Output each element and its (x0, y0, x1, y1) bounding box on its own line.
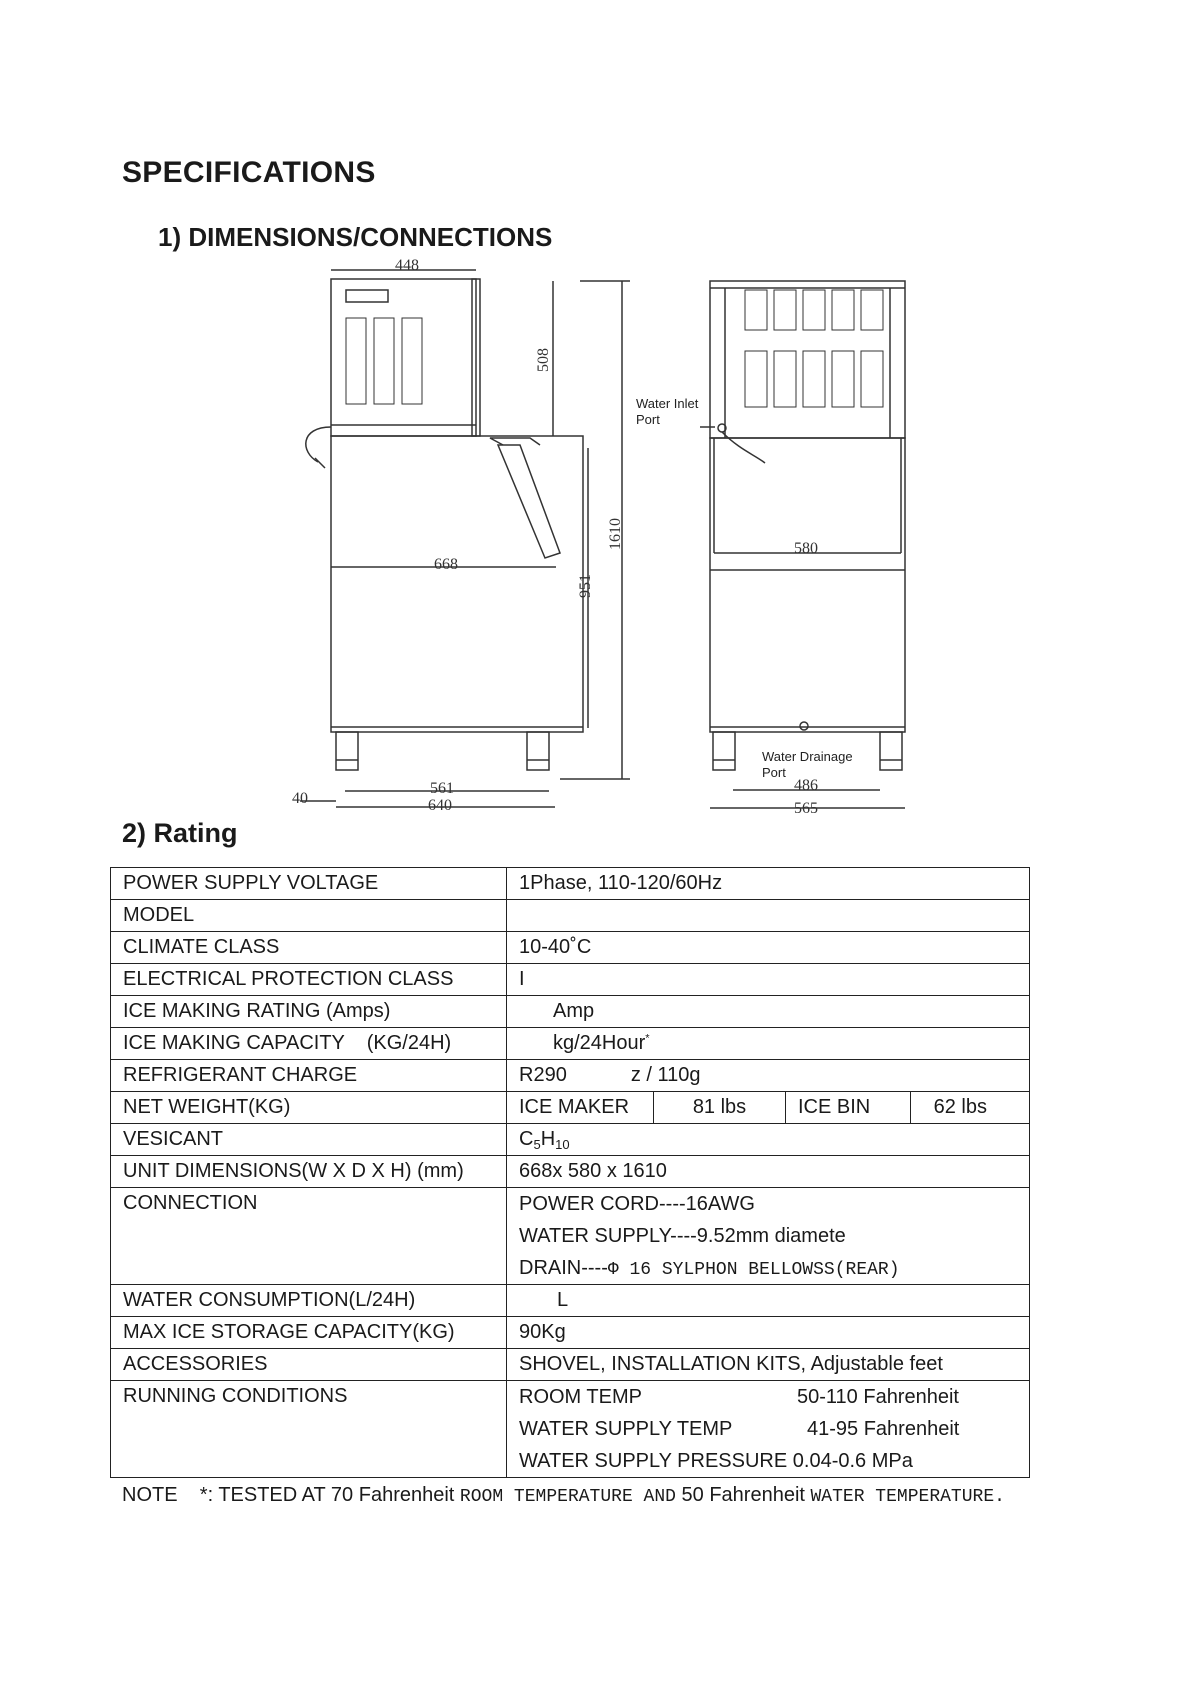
connection-water: WATER SUPPLY----9.52mm diamete (519, 1225, 846, 1247)
note (122, 1484, 1005, 1507)
dim-508: 508 (535, 348, 552, 372)
pressure-line: WATER SUPPLY PRESSURE 0.04-0.6 MPa (519, 1450, 913, 1472)
row-label: WATER CONSUMPTION(L/24H) (111, 1285, 507, 1317)
dim-561: 561 (430, 780, 454, 797)
row-label: POWER SUPPLY VOLTAGE (111, 868, 507, 900)
table-row (111, 868, 1030, 900)
dim-580: 580 (794, 540, 818, 557)
drain-prefix: DRAIN---- (519, 1257, 608, 1279)
table-row (111, 1028, 1030, 1060)
table-row (111, 964, 1030, 996)
refrigerant-gas: R290 (519, 1064, 567, 1086)
table-row (111, 1156, 1030, 1188)
row-value: I (507, 964, 1030, 996)
row-value (507, 1060, 1030, 1092)
dim-40: 40 (292, 790, 308, 807)
row-label: ICE MAKING RATING (Amps) (111, 996, 507, 1028)
row-value (507, 1188, 1030, 1285)
row-label: UNIT DIMENSIONS(W X D X H) (mm) (111, 1156, 507, 1188)
formula-c-sub: 5 (533, 1136, 541, 1152)
table-row (111, 1285, 1030, 1317)
note-room: ROOM TEMPERATURE AND (459, 1487, 676, 1507)
amp-unit: Amp (553, 1000, 595, 1022)
table-row (111, 1188, 1030, 1285)
row-value (507, 996, 1030, 1028)
table-row (111, 900, 1030, 932)
row-label: NET WEIGHT(KG) (111, 1092, 507, 1124)
note-water: WATER TEMPERATURE. (810, 1487, 1005, 1507)
row-value: 90Kg (507, 1317, 1030, 1349)
row-label: CONNECTION (111, 1188, 507, 1285)
row-label: REFRIGERANT CHARGE (111, 1060, 507, 1092)
drain-spec: Φ 16 SYLPHON BELLOWSS(REAR) (607, 1260, 900, 1280)
dim-640: 640 (428, 797, 452, 814)
dim-448: 448 (395, 257, 419, 274)
dim-565: 565 (794, 800, 818, 817)
table-row (111, 1060, 1030, 1092)
row-value (507, 900, 1030, 932)
row-value: 668x 580 x 1610 (507, 1156, 1030, 1188)
row-value (507, 1028, 1030, 1060)
water-temp-value: 41-95 Fahrenheit (807, 1418, 960, 1440)
dim-486: 486 (794, 777, 818, 794)
table-row (111, 932, 1030, 964)
row-label: MAX ICE STORAGE CAPACITY(KG) (111, 1317, 507, 1349)
water-inlet-label: Water Inlet (636, 396, 699, 411)
ice-bin-weight: 62 lbs (933, 1096, 987, 1118)
room-temp-line (519, 1381, 1017, 1413)
formula-c: C (519, 1127, 534, 1150)
room-temp-value: 50-110 Fahrenheit (797, 1386, 959, 1408)
row-value: 1Phase, 110-120/60Hz (507, 868, 1030, 900)
water-unit: L (557, 1289, 569, 1311)
row-label: ACCESSORIES (111, 1349, 507, 1381)
row-label: CLIMATE CLASS (111, 932, 507, 964)
ice-maker-label: ICE MAKER (507, 1092, 654, 1123)
room-temp-label: ROOM TEMP (519, 1386, 642, 1408)
footnote-mark: * (645, 1032, 650, 1045)
row-value (507, 1092, 1030, 1124)
rating-table (110, 867, 1030, 1478)
connection-drain (519, 1252, 1017, 1284)
ice-maker-weight: 81 lbs (654, 1092, 786, 1123)
table-row (111, 1317, 1030, 1349)
row-label: RUNNING CONDITIONS (111, 1381, 507, 1478)
capacity-unit: kg/24Hour (553, 1032, 646, 1054)
formula-h: H (540, 1127, 556, 1150)
dim-668: 668 (434, 556, 458, 573)
section-rating-heading: 2) Rating (122, 818, 238, 848)
row-label: ICE MAKING CAPACITY (KG/24H) (111, 1028, 507, 1060)
dim-1610: 1610 (607, 518, 624, 550)
row-value (507, 1124, 1030, 1156)
row-value (507, 1285, 1030, 1317)
row-value (507, 1381, 1030, 1478)
connection-power: POWER CORD----16AWG (519, 1193, 755, 1215)
water-inlet-port-label: Port (636, 412, 660, 427)
dim-951: 951 (577, 574, 594, 598)
row-value: 10-40˚C (507, 932, 1030, 964)
row-label: MODEL (111, 900, 507, 932)
table-row (111, 1381, 1030, 1478)
refrigerant-amount: z / 110g (630, 1064, 701, 1086)
row-value: SHOVEL, INSTALLATION KITS, Adjustable feet (507, 1349, 1030, 1381)
dimensions-drawing (0, 0, 1191, 830)
ice-bin-label: ICE BIN (786, 1092, 911, 1123)
page-title: SPECIFICATIONS (122, 156, 376, 189)
formula-h-sub: 10 (555, 1136, 570, 1152)
table-row (111, 1092, 1030, 1124)
water-drainage-port-label: Port (762, 765, 786, 780)
row-label: ELECTRICAL PROTECTION CLASS (111, 964, 507, 996)
note-mid: 50 Fahrenheit (675, 1484, 811, 1506)
section-dimensions-heading: 1) DIMENSIONS/CONNECTIONS (158, 222, 553, 252)
water-drainage-label: Water Drainage (762, 749, 853, 764)
table-row (111, 996, 1030, 1028)
row-label: VESICANT (111, 1124, 507, 1156)
table-row (111, 1124, 1030, 1156)
table-row (111, 1349, 1030, 1381)
water-temp-line (519, 1413, 1017, 1445)
note-prefix: NOTE *: TESTED AT 70 Fahrenheit (122, 1484, 460, 1506)
water-temp-label: WATER SUPPLY TEMP (519, 1418, 733, 1440)
